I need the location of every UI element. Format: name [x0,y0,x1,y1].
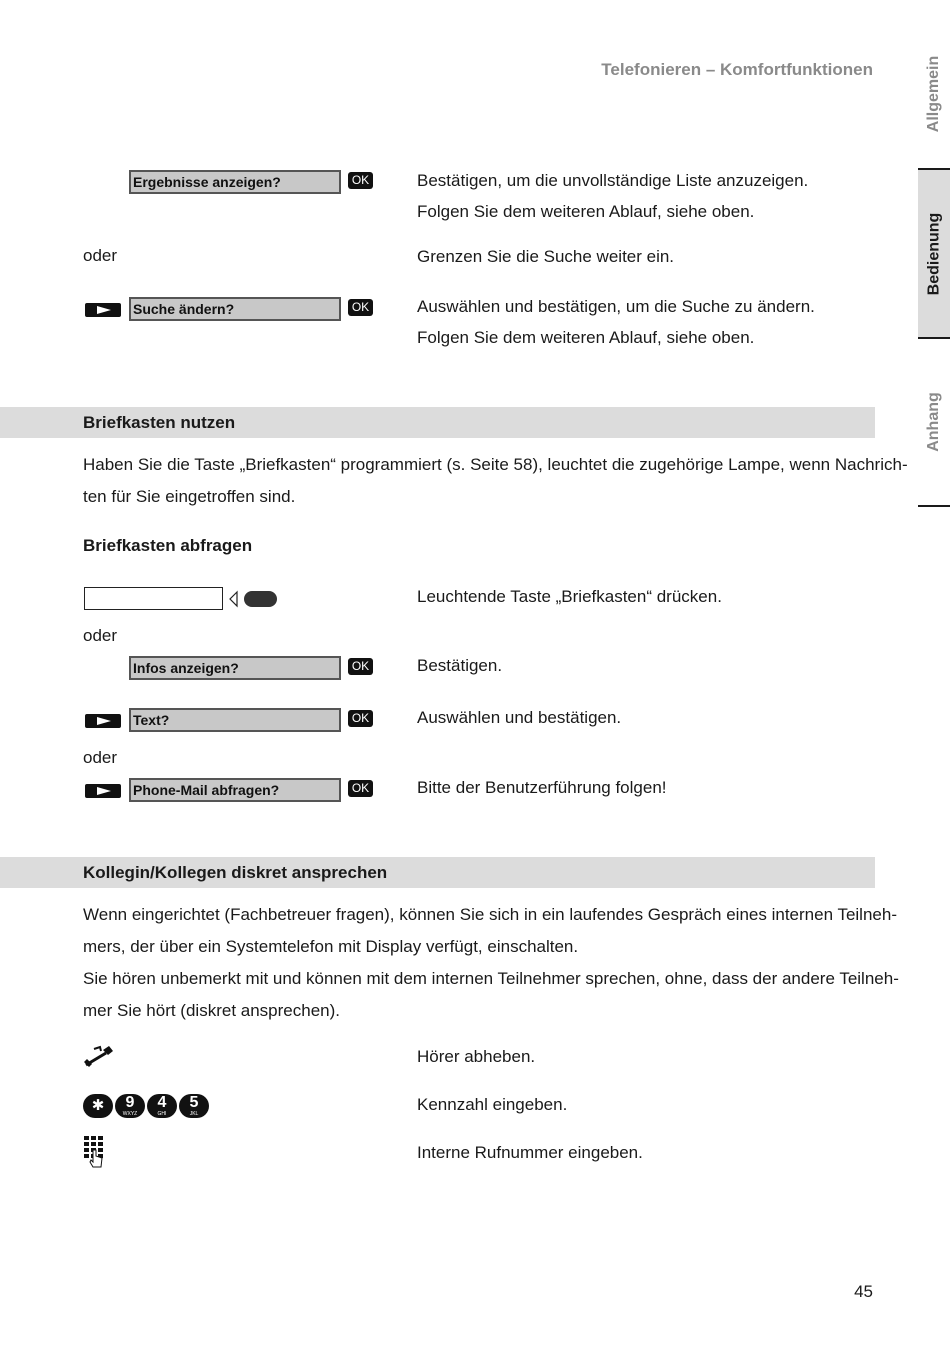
code-keys [83,1094,209,1118]
page-number: 45 [854,1282,873,1301]
paragraph-line: Haben Sie die Taste „Briefkasten“ programmiert (s. Seite 58), leuchtet die zugehörige Lampe, wenn Nachrich- [83,455,908,474]
oder-label: oder [83,748,118,767]
step-description: Hörer abheben. [417,1047,536,1066]
ok-key-icon[interactable]: OK [348,658,373,675]
paragraph-line: ten für Sie eingetroffen sind. [83,487,296,506]
step-description: Folgen Sie dem weiteren Ablauf, siehe oben. [417,202,755,221]
step-description: Folgen Sie dem weiteren Ablauf, siehe oben. [417,328,755,347]
key-sub: GHI [157,1111,167,1117]
step-description: Bestätigen. [417,656,503,675]
side-tab-label: Bedienung [925,212,943,295]
ok-key-icon[interactable]: OK [348,710,373,727]
step-description: Interne Rufnummer eingeben. [417,1143,643,1162]
page-header-title: Telefonieren – Komfortfunktionen [601,60,873,79]
key-button-icon[interactable] [84,587,223,610]
subheading: Briefkasten abfragen [83,536,253,555]
key-sub: WXYZ [122,1111,138,1117]
step-description: Bestätigen, um die unvollständige Liste anzuzeigen. [417,171,809,190]
digit-9-key-icon [115,1094,145,1118]
step-description: Auswählen und bestätigen. [417,708,622,727]
display-text: Text? [129,708,341,732]
side-tab-bedienung[interactable] [918,170,950,337]
key-main: 4 [157,1094,167,1111]
next-arrow-icon[interactable] [85,301,121,319]
section-title: Kollegin/Kollegen diskret ansprechen [83,863,388,882]
key-main: ✱ [91,1097,105,1114]
step-description: Bitte der Benutzerführung folgen! [417,778,667,797]
paragraph-line: mer Sie hört (diskret ansprechen). [83,1001,340,1020]
ok-key-icon[interactable]: OK [348,299,373,316]
oder-label: oder [83,626,118,645]
handset-lift-icon [84,1045,114,1069]
step-description: Leuchtende Taste „Briefkasten“ drücken. [417,587,722,606]
side-tab-label: Anhang [925,392,943,452]
paragraph-line: Wenn eingerichtet (Fachbetreuer fragen), können Sie sich in ein laufendes Gespräch eines internen Teilneh- [83,905,897,924]
paragraph [83,899,899,1027]
step-description: Auswählen und bestätigen, um die Suche zu ändern. [417,297,815,316]
display-ergebnisse-anzeigen: Ergebnisse anzeigen? [129,170,341,194]
step-description: Grenzen Sie die Suche weiter ein. [417,247,675,266]
oder-label: oder [83,246,118,265]
paragraph-line: Sie hören unbemerkt mit und können mit dem internen Teilnehmer sprechen, ohne, dass der andere Teilneh- [83,969,899,988]
ok-key-icon[interactable]: OK [348,172,373,189]
lamp-icon [228,590,278,608]
section-heading-bar [0,857,875,888]
section-title: Briefkasten nutzen [83,413,236,432]
display-infos-anzeigen: Infos anzeigen? [129,656,341,680]
tab-divider [918,505,950,507]
side-tab-label: Allgemein [925,55,942,133]
step-description: Kennzahl eingeben. [417,1095,568,1114]
digit-4-key-icon [147,1094,177,1118]
display-suche-aendern: Suche ändern? [129,297,341,321]
keypad-icon [84,1136,106,1168]
section-heading-bar [0,407,875,438]
key-main: 9 [125,1094,135,1111]
side-tab-allgemein[interactable] [918,20,950,168]
paragraph [83,449,908,513]
next-arrow-icon[interactable] [85,782,121,800]
digit-5-key-icon [179,1094,209,1118]
key-sub: JKL [189,1111,199,1117]
asterisk-key-icon [83,1094,113,1118]
key-main: 5 [189,1094,199,1111]
ok-key-icon[interactable]: OK [348,780,373,797]
display-phone-mail-abfragen: Phone-Mail abfragen? [129,778,341,802]
next-arrow-icon[interactable] [85,712,121,730]
side-tab-anhang[interactable] [918,339,950,505]
paragraph-line: mers, der über ein Systemtelefon mit Display verfügt, einschalten. [83,937,579,956]
